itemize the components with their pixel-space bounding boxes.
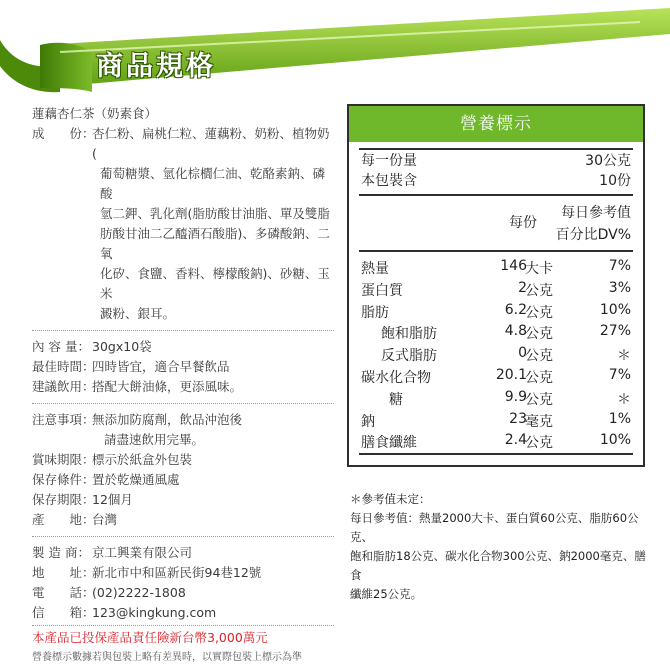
expiry-row: 賞味期限： 標示於紙盒外包裝 <box>32 452 193 467</box>
per-serving-header: 每份 <box>509 215 537 231</box>
ingredients-label: 成 份： <box>32 126 95 141</box>
footnote-title: ＊參考值未定： <box>350 492 431 506</box>
nutrient-dv: 10% <box>599 301 631 318</box>
nutrient-amount: 20.1 <box>495 367 527 383</box>
suggest-row: 建議飲用： 搭配大餅油條，更添風味。 <box>32 379 243 394</box>
nutrient-dv: 10% <box>599 432 631 449</box>
serving-label: 每一份量 <box>361 153 417 169</box>
divider <box>32 330 334 331</box>
ingredients-value: 杏仁粉、扁桃仁粒、蓮藕粉、奶粉、植物奶( 葡萄糖漿、氫化棕櫚仁油、乾酪素鈉、磷酸 氫二鉀、乳化劑(脂肪酸甘油脂、單及雙脂 肪酸甘油二乙醯酒石酸脂)、多磷酸鈉、二氧 化矽、食鹽、香料、檸檬酸鈉)、砂糖、玉米 澱粉、銀耳。 <box>92 126 330 321</box>
best-time-row: 最佳時間： 四時皆宜，適合早餐飲品 <box>32 359 230 374</box>
nutrient-dv: 27% <box>599 323 631 340</box>
phone-row: 電 話： (02)2222-1808 <box>32 585 186 600</box>
nutrient-dv: 1% <box>608 410 631 427</box>
nutrient-amount: 9.9 <box>504 388 527 405</box>
data-disclaimer: 營養標示數據若與包裝上略有差異時，以實際包裝上標示為準 <box>32 652 302 663</box>
nutrient-amount: 2.4 <box>504 432 527 449</box>
nutrient-dv: 7% <box>608 367 631 383</box>
nutrient-name: 糖 <box>389 391 403 408</box>
product-info <box>32 104 334 668</box>
divider <box>32 625 334 626</box>
nutrient-name: 膳食纖維 <box>361 435 417 452</box>
nutrient-unit: 公克 <box>525 370 553 386</box>
page-title: 商品規格 <box>96 51 216 82</box>
insurance-notice: 本產品已投保產品責任險新台幣3,000萬元 <box>32 630 268 645</box>
nutrient-name: 熱量 <box>361 261 389 277</box>
shelf-life-row: 保存期限： 12個月 <box>32 492 133 507</box>
email-row: 信 箱： 123@kingkung.com <box>32 605 217 620</box>
daily-ref-subheader: 百分比DV% <box>555 227 631 243</box>
nutrient-unit: 公克 <box>525 435 553 452</box>
nutrient-unit: 公克 <box>525 348 553 365</box>
origin-row: 產 地： 台灣 <box>32 512 118 527</box>
nutrient-dv: ＊ <box>617 348 631 365</box>
nutrient-amount: 4.8 <box>504 323 527 340</box>
header-banner <box>0 0 670 100</box>
nutrient-unit: 毫克 <box>525 413 553 430</box>
nutrient-name: 蛋白質 <box>361 282 403 299</box>
notice-row: 注意事項： 無添加防腐劑，飲品沖泡後 請盡速飲用完畢。 <box>32 412 243 447</box>
nutrient-unit: 公克 <box>525 304 553 321</box>
nutrient-dv: 7% <box>608 258 631 274</box>
nutrient-unit: 公克 <box>525 391 553 408</box>
nutrient-name: 碳水化合物 <box>361 370 431 386</box>
nutrition-footnote: ＊參考值未定： 每日參考值：熱量2000大卡、蛋白質60公克、脂肪60公克、 飽和脂肪18公克、碳水化合物300公克、鈉2000毫克、膳食 纖維25公克。 <box>350 490 650 604</box>
address-row: 地 址： 新北市中和區新民街94巷12號 <box>32 565 262 580</box>
maker-row: 製 造 商： 京工興業有限公司 <box>32 545 193 560</box>
nutrient-unit: 公克 <box>525 282 553 299</box>
nutrient-amount: 0 <box>518 345 527 362</box>
nutrient-dv: 3% <box>608 279 631 296</box>
divider <box>32 403 334 404</box>
nutrient-unit: 大卡 <box>525 261 553 277</box>
servings-value: 10份 <box>599 173 631 189</box>
divider <box>359 453 633 455</box>
divider <box>359 250 633 252</box>
divider <box>359 194 633 196</box>
daily-ref-header: 每日參考值 <box>561 205 631 221</box>
storage-row: 保存條件： 置於乾燥通風處 <box>32 472 180 487</box>
nutrient-amount: 23 <box>509 410 527 427</box>
nutrient-name: 反式脂肪 <box>381 348 437 365</box>
nutrient-amount: 146 <box>500 258 527 274</box>
nutrient-name: 鈉 <box>361 413 375 430</box>
nutrient-name: 脂肪 <box>361 304 389 321</box>
nutrition-title: 營養標示 <box>349 106 643 142</box>
divider <box>32 536 334 537</box>
nutrient-amount: 6.2 <box>504 301 527 318</box>
serving-value: 30公克 <box>585 153 631 169</box>
ingredients-row <box>32 124 334 324</box>
nutrient-unit: 公克 <box>525 326 553 343</box>
servings-label: 本包裝含 <box>361 173 417 189</box>
nutrient-amount: 2 <box>518 279 527 296</box>
nutrition-label <box>347 104 645 467</box>
nutrient-name: 飽和脂肪 <box>381 326 437 343</box>
content-row: 內 容 量： 30gx10袋 <box>32 339 152 354</box>
nutrient-dv: ＊ <box>617 391 631 408</box>
product-name: 蓮藕杏仁茶（奶素食） <box>32 106 158 121</box>
